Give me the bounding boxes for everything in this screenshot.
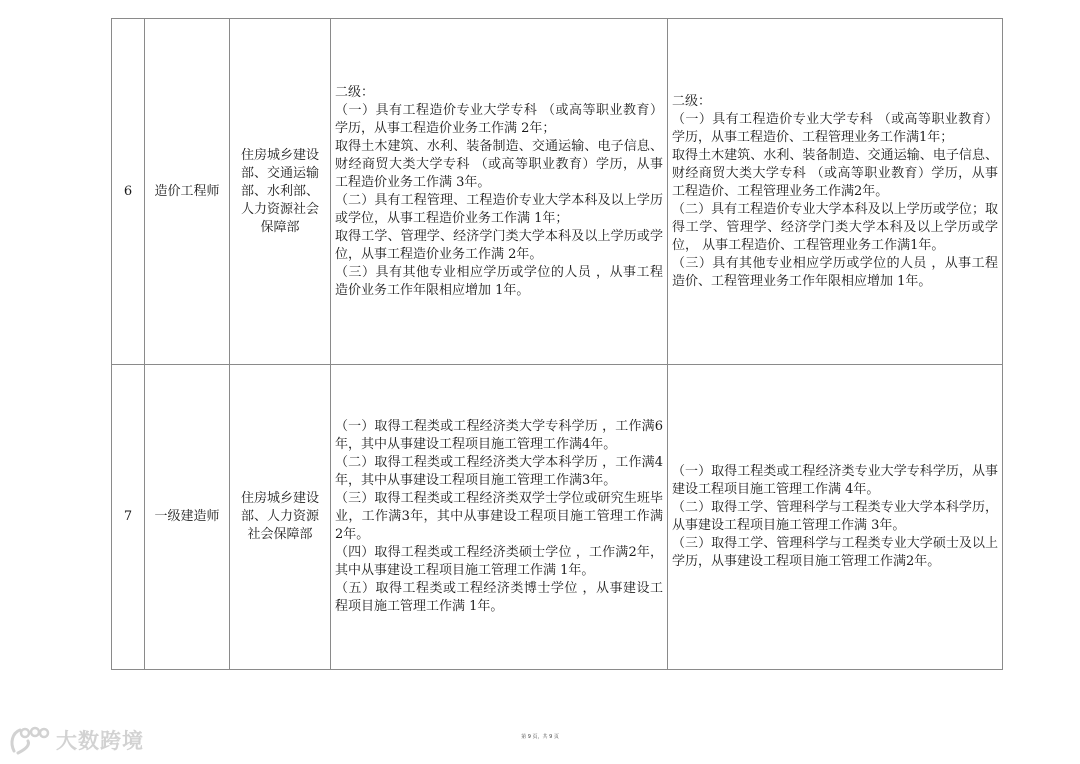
qualification-name: 造价工程师 (145, 19, 230, 365)
watermark-logo-icon (8, 723, 52, 757)
watermark-text: 大数跨境 (56, 729, 144, 753)
requirement-line: （二）具有工程造价专业大学本科及以上学历或学位；取得工学、管理学、经济学门类大学本科及以上学历或学位， 从事工程造价、工程管理业务工作满1年。 (672, 201, 998, 253)
requirement-line: 二级： (672, 93, 712, 109)
requirement-line: （二）取得工学、管理科学与工程类专业大学本科学历，从事建设工程项目施工管理工作满 3年。 (672, 500, 998, 533)
requirement-line: （一）取得工程类或工程经济类大学专科学历 ，工作满6年，其中从事建设工程项目施工管理工作满4年。 (335, 419, 663, 452)
table-row (112, 365, 1003, 670)
original-requirements-cell (331, 365, 668, 670)
requirement-line: （三）取得工程类或工程经济类双学士学位或研究生班毕业，工作满3年，其中从事建设工程项目施工管理工作满 2年。 (335, 491, 663, 542)
requirement-line: 二级： (335, 84, 375, 100)
requirement-line: （二）具有工程管理、工程造价专业大学本科及以上学历或学位，从事工程造价业务工作满 1年； (335, 192, 663, 226)
requirement-line: （四）取得工程类或工程经济类硕士学位 ，工作满2年，其中从事建设工程项目施工管理工作满 1年。 (335, 545, 663, 578)
page-footer: 第 9 页，共 9 页 (521, 734, 559, 740)
requirement-line: 取得工学、管理学、经济学门类大学本科及以上学历或学位，从事工程造价业务工作满 2年。 (335, 228, 663, 262)
qualification-table (111, 18, 1003, 670)
requirement-line: 取得土木建筑、水利、装备制造、交通运输、电子信息、财经商贸大类大学专科 （或高等职业教育）学历，从事工程造价业务工作满 3年。 (335, 138, 663, 190)
original-requirements-cell (331, 19, 668, 365)
requirement-line: （三）具有其他专业相应学历或学位的人员 ，从事工程造价业务工作年限相应增加 1年。 (335, 264, 663, 298)
department-cell: 住房城乡建设部、人力资源社会保障部 (230, 365, 331, 670)
requirement-line: （三）具有其他专业相应学历或学位的人员 ，从事工程造价、工程管理业务工作年限相应增加 1年。 (672, 255, 998, 289)
requirement-line: （一）具有工程造价专业大学专科 （或高等职业教育）学历，从事工程造价、工程管理业务工作满1年； (672, 111, 998, 145)
qualification-name: 一级建造师 (145, 365, 230, 670)
adjusted-requirements-cell (668, 365, 1003, 670)
adjusted-requirements-cell (668, 19, 1003, 365)
department-cell: 住房城乡建设部、交通运输部、水利部、人力资源社会保障部 (230, 19, 331, 365)
requirement-line: （五）取得工程类或工程经济类博士学位 ，从事建设工程项目施工管理工作满 1年。 (335, 581, 663, 614)
requirement-line: （二）取得工程类或工程经济类大学本科学历 ，工作满4年，其中从事建设工程项目施工管理工作满3年。 (335, 455, 663, 488)
requirement-line: （一）取得工程类或工程经济类专业大学专科学历，从事建设工程项目施工管理工作满 4年。 (672, 464, 998, 497)
requirement-line: （三）取得工学、管理科学与工程类专业大学硕士及以上学历，从事建设工程项目施工管理工作满2年。 (672, 536, 998, 569)
table-row (112, 19, 1003, 365)
requirement-line: 取得土木建筑、水利、装备制造、交通运输、电子信息、财经商贸大类大学专科 （或高等职业教育）学历，从事工程造价、工程管理业务工作满2年。 (672, 147, 998, 199)
row-number: 6 (112, 19, 145, 365)
row-number: 7 (112, 365, 145, 670)
watermark (8, 723, 144, 757)
requirement-line: （一）具有工程造价专业大学专科 （或高等职业教育）学历，从事工程造价业务工作满 2年； (335, 102, 663, 136)
